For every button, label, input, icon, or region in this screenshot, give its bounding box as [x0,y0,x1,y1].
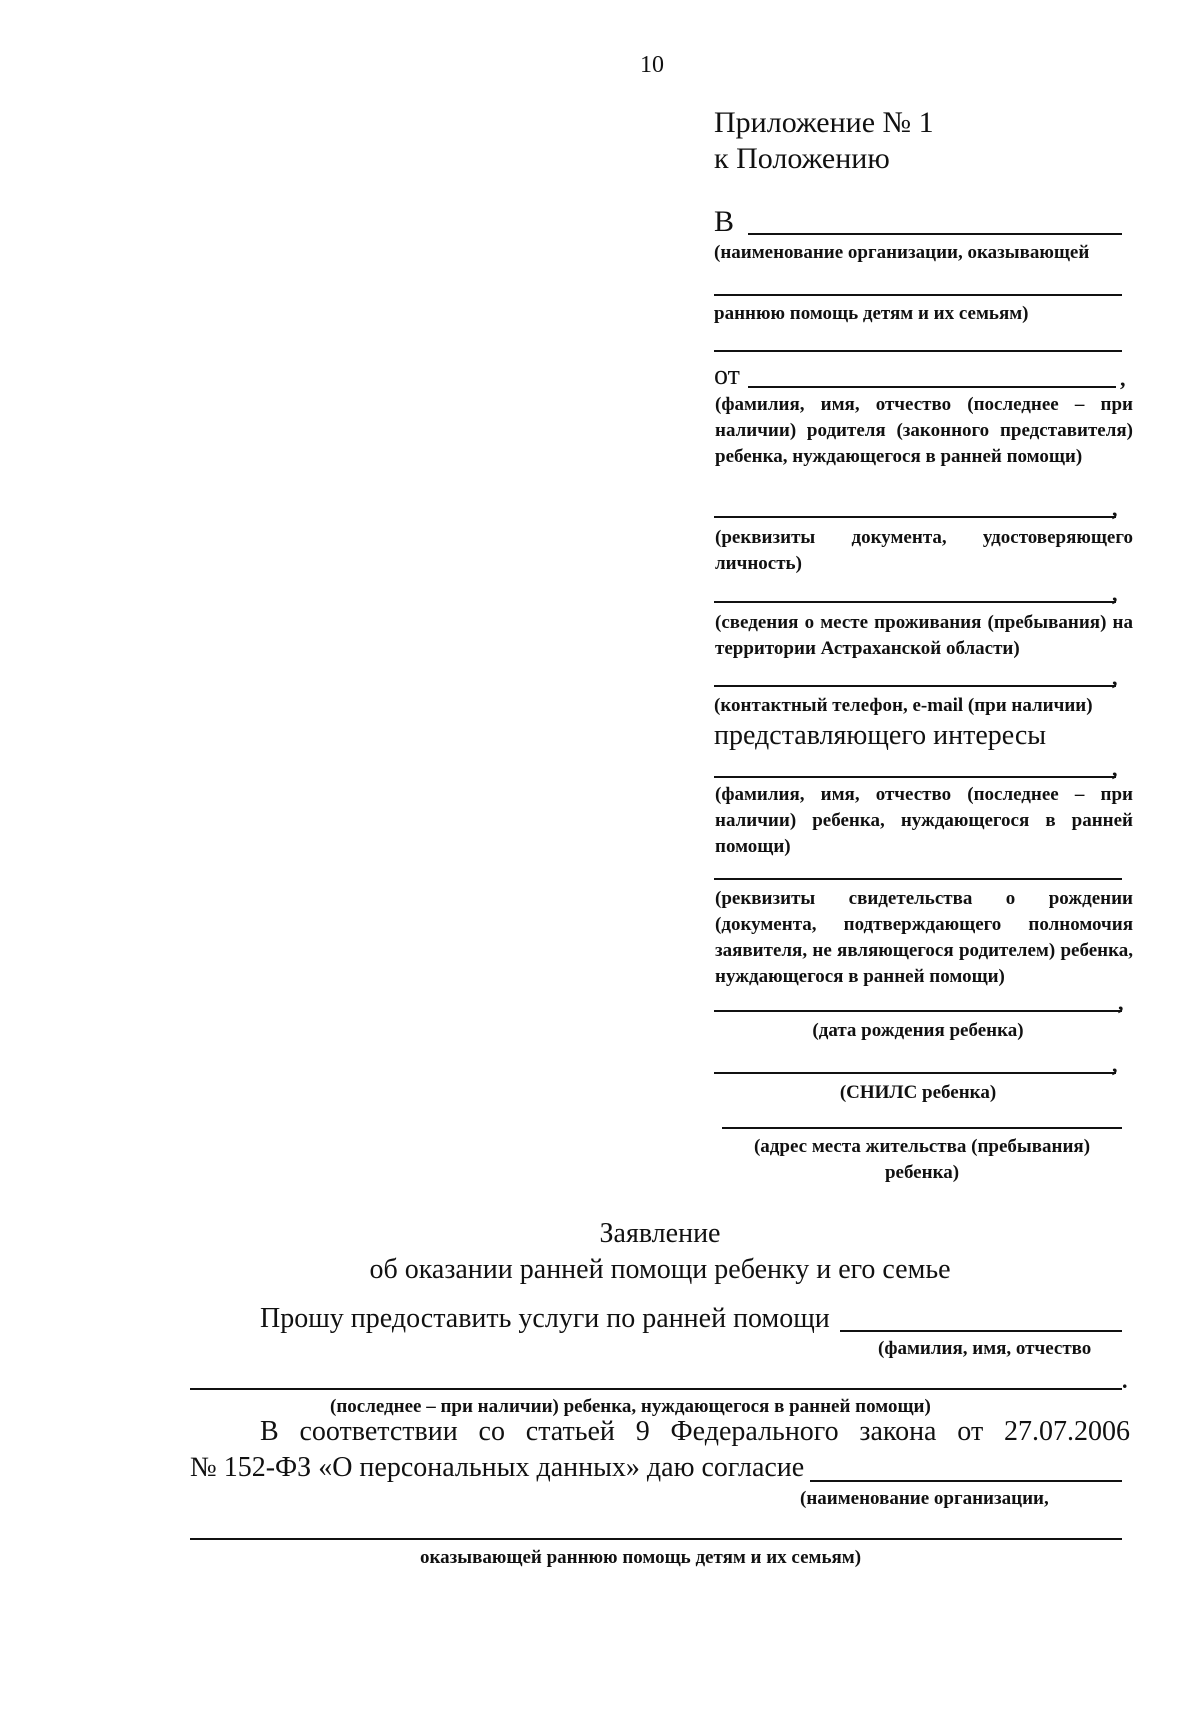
consent-line-1: В соответствии со статьей 9 Федерального закона от 27.07.2006 [260,1416,1130,1447]
represents-label: представляющего интересы [714,720,1047,751]
org-name-line-3[interactable] [714,350,1122,352]
residence-caption: (сведения о месте проживания (пребывания) на территории Астраханской области) [715,612,1133,659]
request-child-fio-line-2[interactable] [190,1388,1122,1390]
birth-certificate-caption: (реквизиты свидетельства о рождении (документа, подтверждающего полномочия заявителя, не являющегося родителем) ребенка, нуждающегося в ранней помощи) [715,888,1133,987]
comma-3: , [1112,581,1118,606]
consent-caption-2: оказывающей раннюю помощь детям и их семьям) [420,1547,862,1568]
child-fio-caption: (фамилия, имя, отчество (последнее – при наличии) ребенка, нуждающегося в ранней помощи) [715,784,1133,857]
comma-5: , [1112,756,1118,781]
org-name-caption-2: раннюю помощь детям и их семьям) [714,303,1029,324]
applicant-fio-caption: (фамилия, имя, отчество (последнее – при наличии) родителя (законного представителя) ребенка, нуждающегося в ранней помощи) [715,394,1133,467]
page-number: 10 [640,52,664,78]
appendix-subtitle: к Положению [714,142,890,175]
birth-date-caption: (дата рождения ребенка) [812,1020,1024,1041]
child-address-line[interactable] [722,1127,1122,1129]
consent-line-2: № 152-ФЗ «О персональных данных» даю согласие [190,1452,805,1483]
request-caption-1: (фамилия, имя, отчество [878,1338,1092,1359]
comma-4: , [1112,665,1118,690]
contact-line[interactable] [714,685,1116,687]
contact-caption: (контактный телефон, e-mail (при наличии) [714,695,1093,716]
consent-caption-1: (наименование организации, [800,1488,1049,1509]
period: . [1122,1368,1128,1393]
birth-certificate-line[interactable] [714,878,1122,880]
child-fio-line[interactable] [714,776,1116,778]
request-caption-2: (последнее – при наличии) ребенка, нуждающегося в ранней помощи) [330,1396,931,1417]
statement-title: Заявление [599,1218,721,1249]
org-name-line[interactable] [748,233,1122,235]
id-document-caption: (реквизиты документа, удостоверяющего личность) [715,527,1133,574]
from-label: от [714,360,740,391]
comma-1: , [1120,366,1126,391]
comma-2: , [1112,496,1118,521]
consent-org-line-2[interactable] [190,1538,1122,1540]
to-label: В [714,205,735,238]
snils-line[interactable] [714,1072,1116,1074]
birth-date-line[interactable] [714,1010,1122,1012]
statement-subtitle: об оказании ранней помощи ребенку и его семье [369,1254,951,1285]
comma-7: , [1112,1052,1118,1077]
request-text: Прошу предоставить услуги по ранней помощи [260,1303,830,1334]
snils-caption: (СНИЛС ребенка) [839,1082,997,1103]
child-address-caption: (адрес места жительства (пребывания) ребенка) [753,1136,1091,1183]
appendix-title: Приложение № 1 [714,106,934,139]
consent-org-line[interactable] [810,1480,1122,1482]
applicant-fio-line[interactable] [748,386,1116,388]
residence-line[interactable] [714,601,1116,603]
id-document-line[interactable] [714,516,1116,518]
comma-6: , [1118,990,1124,1015]
org-name-line-2[interactable] [714,294,1122,296]
request-child-fio-line[interactable] [840,1330,1122,1332]
org-name-caption-1: (наименование организации, оказывающей [714,242,1090,263]
